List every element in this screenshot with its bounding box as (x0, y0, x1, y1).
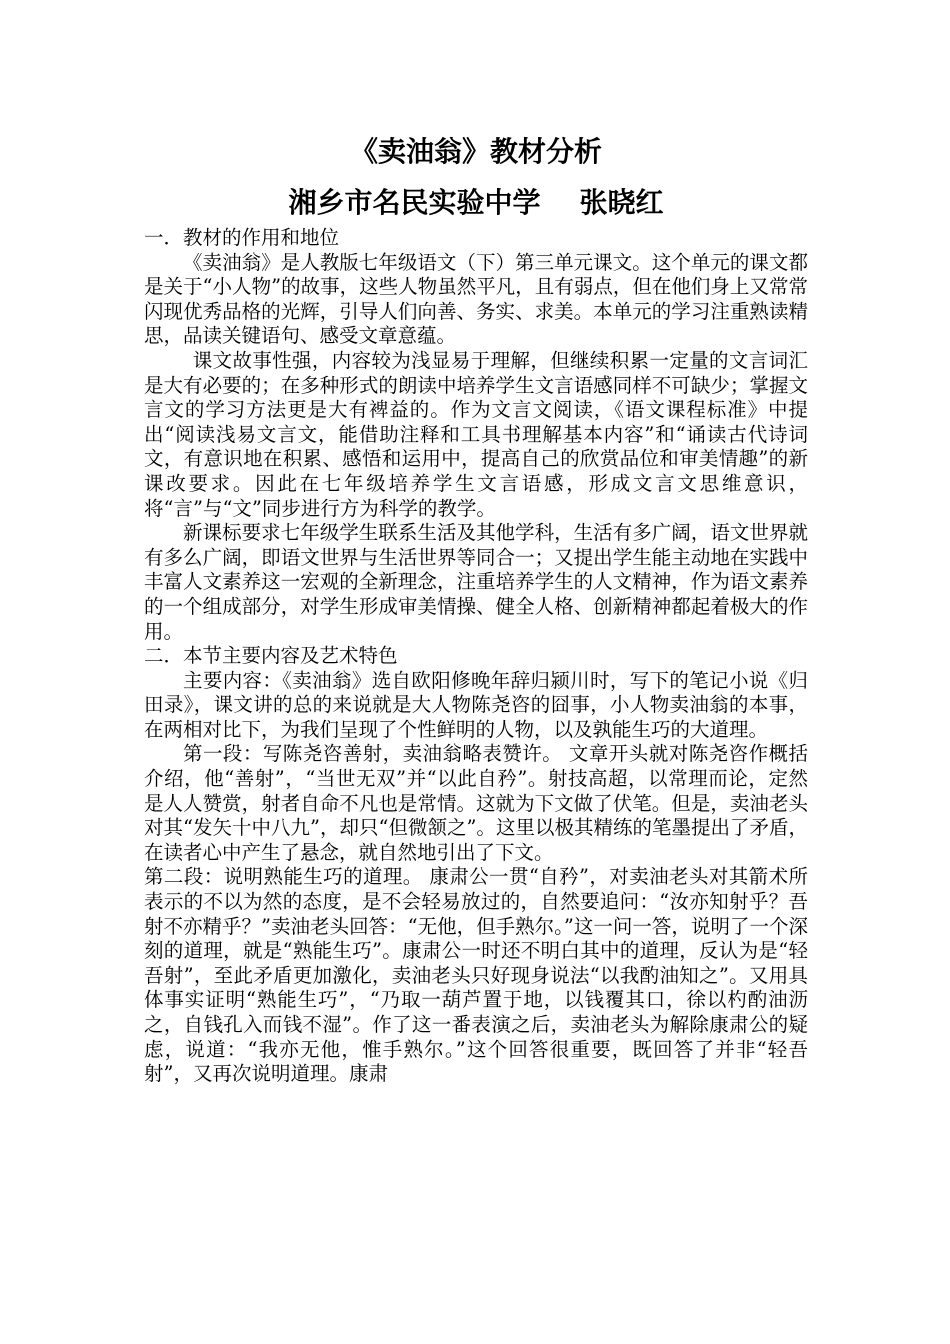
document-page (144, 130, 808, 1087)
section-heading-1: 一．教材的作用和地位 (144, 226, 340, 249)
paragraph-1-2: 课文故事性强，内容较为浅显易于理解，但继续积累一定量的文言词汇是大有必要的；在多种形式的朗读中培养学生文言语感同样不可缺少；掌握文言文的学习方法更是大有裨益的。作为文言文阅读，《语文课程标准》中提出“阅读浅易文言文，能借助注释和工具书理解基本内容”和“诵读古代诗词文，有意识地在积累、感悟和运用中，提高自己的欣赏品位和审美情趣”的新课改要求。因此在七年级培养学生文言语感，形成文言文思维意识，将“言”与“文”同步进行方为科学的教学。 (144, 348, 808, 520)
paragraph-2-1: 主要内容：《卖油翁》选自欧阳修晚年辞归颍川时，写下的笔记小说《归田录》，课文讲的总的来说就是大人物陈尧咨的囧事，小人物卖油翁的本事，在两相对比下，为我们呈现了个性鲜明的人物，以及孰能生巧的大道理。 (144, 668, 808, 741)
paragraph-1-3: 新课标要求七年级学生联系生活及其他学科，生活有多广阔，语文世界就有多么广阔，即语文世界与生活世界等同合一；又提出学生能主动地在实践中丰富人文素养这一宏观的全新理念，注重培养学生的人文精神，作为语文素养的一个组成部分，对学生形成审美情操、健全人格、创新精神都起着极大的作用。 (144, 521, 808, 643)
section-heading-2: 二．本节主要内容及艺术特色 (144, 644, 398, 668)
paragraph-2-3: 第二段：说明熟能生巧的道理。 康肃公一贯“自矜”，对卖油老头对其箭术所表示的不以为然的态度，是不会轻易放过的，自然要追问：“汝亦知射乎？吾射不亦精乎？”卖油老头回答：“无他，但手熟尔。”这一问一答，说明了一个深刻的道理，就是“熟能生巧”。康肃公一时还不明白其中的道理，反认为是“轻吾射”，至此矛盾更加激化，卖油老头只好现身说法“以我酌油知之”。又用具体事实证明“熟能生巧”，“乃取一葫芦置于地，以钱覆其口，徐以杓酌油沥之，自钱孔入而钱不湿”。作了这一番表演之后，卖油老头为解除康肃公的疑虑，说道：“我亦无他，惟手熟尔。”这个回答很重要，既回答了并非“轻吾射”，又再次说明道理。康肃 (144, 865, 808, 1086)
author-line: 湘乡市名民实验中学 张晓红 (288, 186, 664, 219)
paragraph-1-1: 《卖油翁》是人教版七年级语文（下）第三单元课文。这个单元的课文都是关于“小人物”的故事，这些人物虽然平凡，且有弱点，但在他们身上又常常闪现优秀品格的光辉，引导人们向善、务实、求美。本单元的学习注重熟读精思，品读关键语句、感受文章意蕴。 (144, 250, 808, 348)
paragraph-2-2: 第一段：写陈尧咨善射，卖油翁略表赞许。 文章开头就对陈尧咨作概括介绍，他“善射”，“当世无双”并“以此自矜”。射技高超，以常理而论，定然是人人赞赏，射者自命不凡也是常情。这就为下文做了伏笔。但是，卖油老头对其“发矢十中八九”，却只“但微颔之”。这里以极其精练的笔墨提出了矛盾，在读者心中产生了悬念，就自然地引出了下文。 (144, 742, 808, 864)
document-title: 《卖油翁》教材分析 (349, 135, 602, 168)
document-body (144, 226, 808, 1087)
